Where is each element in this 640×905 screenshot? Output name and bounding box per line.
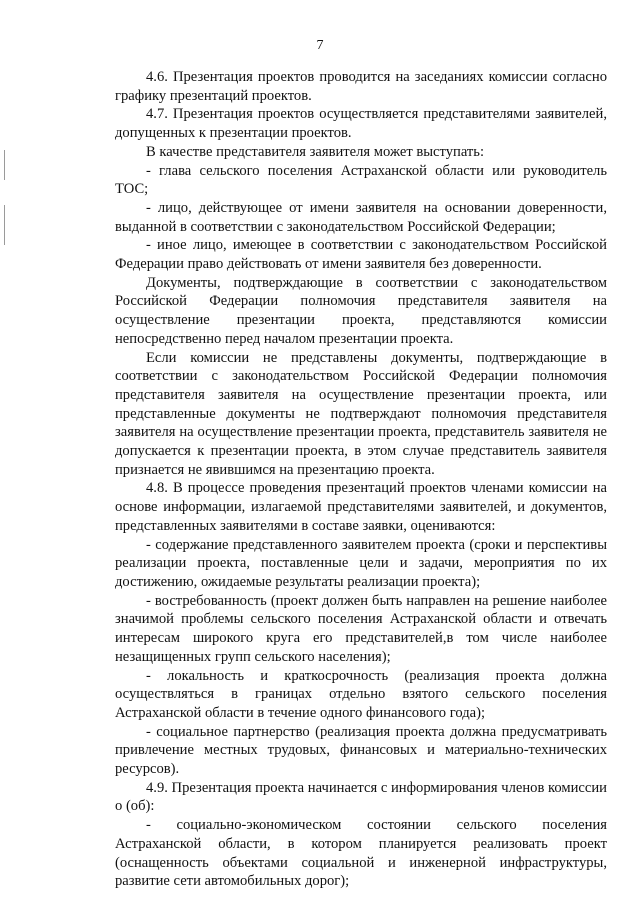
list-item-head-of-settlement: - глава сельского поселения Астраханской области или руководитель ТОС; [115, 162, 607, 198]
paragraph-representative-intro: В качестве представителя заявителя может выступать: [146, 143, 485, 160]
paragraph-documents: Документы, подтверждающие в соответствии с законодательством Российской Федерации полномочия представителя заявителя на осуществление презентации проекта, представляются комиссии непосредственно перед началом презентации проекта. [115, 274, 607, 347]
list-item-demand: - востребованность (проект должен быть направлен на решение наиболее значимой проблемы сельского поселения Астраханской области и отвечать интересам широкого круга его представителей,в том числе наиболее незащищенных групп сельского населения); [115, 592, 607, 665]
document-body [115, 68, 607, 891]
list-item-locality: - локальность и краткосрочность (реализация проекта должна осуществляться в границах отдельно взятого сельского поселения Астраханской области в течение одного финансового года); [115, 667, 607, 721]
scan-artifact-line [4, 205, 5, 245]
list-item-proxy-person: - лицо, действующее от имени заявителя на основании доверенности, выданной в соответствии с законодательством Российской Федерации; [115, 199, 607, 235]
paragraph-4-9: 4.9. Презентация проекта начинается с информирования членов комиссии о (об): [115, 779, 607, 815]
paragraph-4-6: 4.6. Презентация проектов проводится на заседаниях комиссии согласно графику презентаций проектов. [115, 69, 607, 104]
page-number: 7 [316, 38, 324, 53]
list-item-other-person: - иное лицо, имеющее в соответствии с законодательством Российской Федерации право действовать от имени заявителя без доверенности. [115, 237, 607, 273]
paragraph-not-admitted: Если комиссии не представлены документы, подтверждающие в соответствии с законодательством Российской Федерации полномочия представителя заявителя на осуществление презентации проекта, или представленные документы не подтверждают полномочия представителя заявителя на осуществление презентации проекта, представитель заявителя не допускается к презентации проекта, в этом случае представитель заявителя признается не явившимся на презентацию проекта. [115, 349, 607, 478]
list-item-content: - содержание представленного заявителем проекта (сроки и перспективы реализации проекта, поставленные цели и задачи, мероприятия по их достижению, ожидаемые результаты реализации проекта); [115, 536, 607, 590]
paragraph-4-8: 4.8. В процессе проведения презентаций проектов членами комиссии на основе информации, излагаемой представителями заявителей, и документов, представленных заявителями в составе заявки, оцениваются: [115, 480, 607, 534]
list-item-socio-economic: - социально-экономическом состоянии сельского поселения Астраханской области, в котором планируется реализовать проект (оснащенность объектами социальной и инженерной инфраструктуры, развитие сети автомобильных дорог); [115, 817, 607, 890]
scan-artifact-line [4, 150, 5, 180]
list-item-partnership: - социальное партнерство (реализация проекта должна предусматривать привлечение местных трудовых, финансовых и материально-технических ресурсов). [115, 723, 607, 778]
paragraph-4-7: 4.7. Презентация проектов осуществляется представителями заявителей, допущенных к презентации проектов. [115, 106, 607, 142]
